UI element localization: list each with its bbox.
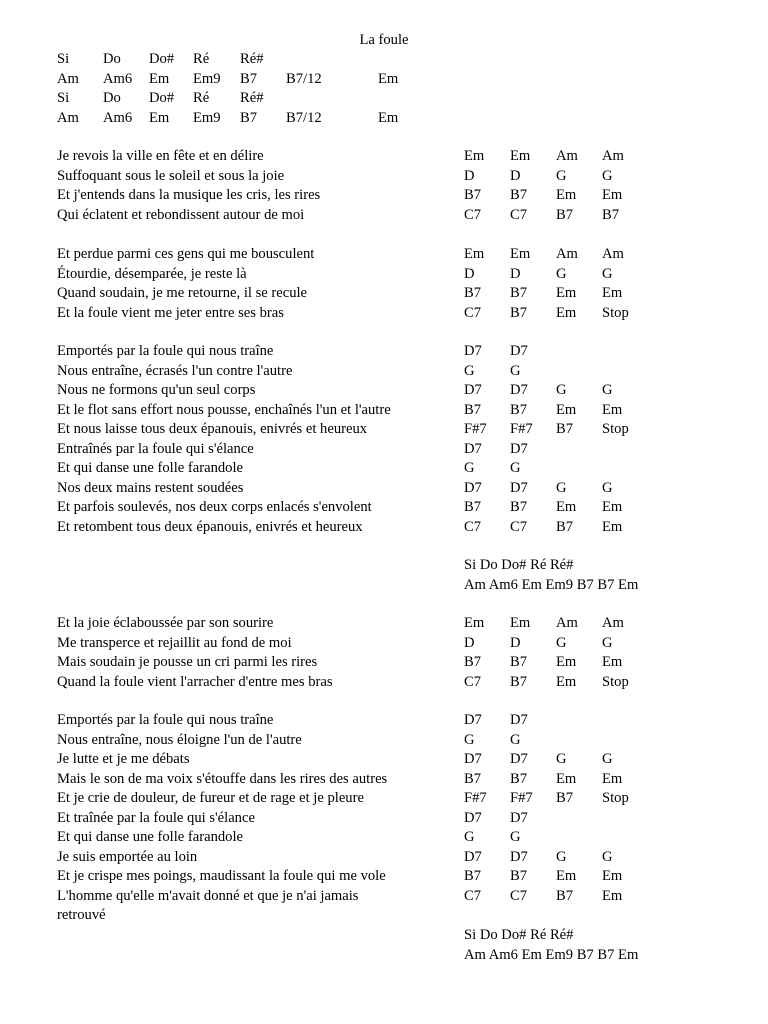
chord: D7 [510,751,528,767]
lyric-line [0,770,768,790]
chord-group [464,750,642,770]
lyric-text: Nous entraîne, écrasés l'un contre l'autre [57,362,293,379]
lyric-line [0,284,768,304]
intro-chord: B7 [240,109,258,126]
chord-group [464,167,642,187]
chord: Em [556,285,577,301]
interlude-1-line1: Si Do Do# Ré Ré# [464,557,574,573]
chord: G [556,848,567,865]
chord: Em [556,304,577,321]
chord-group [464,498,642,518]
chord: B7 [464,401,482,418]
intro-row [57,50,418,70]
chord-group [464,265,642,285]
intro-chord: Em [149,70,170,87]
intro-chord: Do [103,90,121,106]
lyric-line [0,867,768,887]
chord-group [464,634,642,654]
chord: Em [602,499,623,515]
lyric-text: Emportés par la foule qui nous traîne [57,712,274,728]
lyric-line [0,420,768,440]
interlude-1 [464,556,638,595]
chord: B7 [510,499,528,515]
chord: G [556,479,567,496]
lyric-text: Quand soudain, je me retourne, il se recule [57,285,308,301]
chord: Em [602,518,623,535]
chord: B7 [464,285,482,301]
intro-row [57,89,418,109]
lyric-line [0,887,768,907]
lyric-line [0,731,768,751]
intro-chord: B7/12 [286,70,322,87]
chord: B7 [510,868,528,884]
chord: G [602,382,613,398]
lyric-text: Nous ne formons qu'un seul corps [57,382,256,398]
chord: B7 [556,421,574,437]
lyric-text: Étourdie, désemparée, je reste là [57,265,247,282]
verse-3 [0,614,768,692]
intro-chord: Si [57,51,70,67]
chord: Em [556,499,577,515]
lyric-text: retrouvé [57,907,106,923]
lyric-line [0,809,768,829]
chord-group [464,848,642,868]
chord: D [464,265,475,282]
lyric-text: Et retombent tous deux épanouis, enivrés et heureux [57,518,363,535]
lyric-text: Mais soudain je pousse un cri parmi les rires [57,654,318,670]
chord: Am [556,148,578,164]
chord-group [464,731,642,751]
lyric-line [0,147,768,167]
lyric-text: Me transperce et rejaillit au fond de moi [57,634,292,651]
chord-group [464,440,642,460]
chord: D7 [464,751,482,767]
chord: D [510,167,521,184]
chorus-1 [0,342,768,537]
chord: D [510,634,521,651]
lyric-line [0,498,768,518]
chord: G [556,265,567,282]
chord-group [464,401,642,421]
chord: B7 [510,673,528,690]
intro-chord: Em [149,109,170,126]
chord: Am [602,148,624,164]
chord: Stop [602,304,629,321]
chord: D7 [464,809,482,826]
lyric-text: Nous entraîne, nous éloigne l'un de l'autre [57,731,302,748]
chord: Am [556,615,578,631]
chord-group [464,711,642,731]
lyric-text: Je revois la ville en fête et en délire [57,148,264,164]
chord: G [556,167,567,184]
chord: B7 [510,304,528,321]
chord-group [464,304,642,324]
intro-chord: Em [378,109,399,126]
chord: Em [464,148,485,164]
song-title: La foule [359,32,409,48]
lyric-line [0,653,768,673]
lyric-line [0,265,768,285]
chord: D7 [510,440,528,457]
lyric-text: Entraînés par la foule qui s'élance [57,440,254,457]
chord: D7 [464,343,482,359]
chord: G [602,167,613,184]
lyric-line [0,342,768,362]
chord: Em [556,770,577,787]
lyric-text: Et la joie éclaboussée par son sourire [57,615,274,631]
chord: G [510,460,521,476]
lyric-line [0,401,768,421]
chord: B7 [464,654,482,670]
lyric-line [0,673,768,693]
chord: Em [602,401,623,418]
chord: D [464,634,475,651]
chord: Em [602,770,623,787]
chord: C7 [510,518,528,535]
chord: C7 [464,673,482,690]
lyric-line [0,518,768,538]
intro-chord: Em [378,70,399,87]
lyric-line [0,167,768,187]
chord-group [464,828,642,848]
lyric-line [0,828,768,848]
chord-group [464,479,642,499]
chord: Em [602,887,623,904]
lyric-text: Suffoquant sous le soleil et sous la joie [57,167,285,184]
lyric-text: Et le flot sans effort nous pousse, enchaînés l'un et l'autre [57,401,391,418]
chord: G [464,362,475,379]
chord: B7 [464,499,482,515]
chord: D7 [464,848,482,865]
chord: Em [510,615,531,631]
chord: B7 [464,187,482,203]
chord-group [464,770,642,790]
chord: Stop [602,790,629,806]
lyric-line [0,634,768,654]
intro-chord: B7 [240,70,258,87]
chord: Em [556,401,577,418]
chord: G [602,751,613,767]
interlude-2-line1: Si Do Do# Ré Ré# [464,927,574,943]
interlude-1-line2: Am Am6 Em Em9 B7 B7 Em [464,576,639,593]
chord-group [464,906,642,926]
chord: D [510,265,521,282]
chord: Am [556,246,578,262]
chord: F#7 [510,421,533,437]
chord: B7 [510,654,528,670]
chord: G [464,731,475,748]
chord-group [464,206,642,226]
chord: B7 [602,206,620,223]
chord: B7 [464,770,482,787]
intro-row [57,70,418,90]
lyric-line [0,479,768,499]
chord: C7 [510,206,528,223]
lyric-text: Je lutte et je me débats [57,751,190,767]
chord-group [464,867,642,887]
lyric-line [0,848,768,868]
chord-group [464,362,642,382]
chord: Em [556,654,577,670]
chord-group [464,342,642,362]
chord: Stop [602,421,629,437]
chord-group [464,673,642,693]
chord: C7 [464,518,482,535]
chord: B7 [556,518,574,535]
intro-chord: B7/12 [286,109,322,126]
chord: Em [510,148,531,164]
chord-group [464,186,642,206]
lyric-line [0,362,768,382]
lyric-text: Mais le son de ma voix s'étouffe dans les rires des autres [57,770,388,787]
verse-2 [0,245,768,323]
lyric-text: Et j'entends dans la musique les cris, les rires [57,187,321,203]
chord: Em [602,187,623,203]
intro-chord: Am [57,109,79,126]
chord: D7 [464,479,482,496]
chord: B7 [510,285,528,301]
chord-group [464,381,642,401]
chord-group [464,809,642,829]
chord: B7 [556,206,574,223]
chord: G [602,265,613,282]
chord: B7 [510,770,528,787]
chord-group [464,789,642,809]
chord: Am [602,615,624,631]
chord: Em [556,673,577,690]
chord: C7 [464,304,482,321]
chord: G [556,382,567,398]
chord: Stop [602,673,629,690]
lyric-line [0,614,768,634]
lyric-text: Et nous laisse tous deux épanouis, enivrés et heureux [57,421,368,437]
chord: Em [556,868,577,884]
intro-chord-grid [57,50,418,128]
chord: Em [510,246,531,262]
lyric-line [0,906,768,926]
chord: Em [602,654,623,670]
lyric-text: Je suis emportée au loin [57,848,198,865]
chord: F#7 [510,790,533,806]
lyric-line [0,186,768,206]
chord: G [556,634,567,651]
chord: D7 [510,712,528,728]
chord: D7 [510,382,528,398]
chord: Em [602,868,623,884]
intro-chord: Ré# [240,51,264,67]
lyric-line [0,245,768,265]
lyric-line [0,459,768,479]
lyric-text: Et perdue parmi ces gens qui me bousculent [57,246,315,262]
chord: G [510,731,521,748]
chord: C7 [464,206,482,223]
lyric-line [0,711,768,731]
chord: Em [602,285,623,301]
chord: B7 [464,868,482,884]
lyric-line [0,304,768,324]
chord: B7 [510,401,528,418]
intro-chord: Ré [193,51,210,67]
interlude-2 [464,926,638,965]
chord: D7 [510,343,528,359]
chord-group [464,887,642,907]
chord: F#7 [464,421,487,437]
chord: G [464,829,475,845]
lyric-text: Qui éclatent et rebondissent autour de moi [57,206,305,223]
chord-group [464,245,642,265]
chord-group [464,459,642,479]
chord: D7 [464,382,482,398]
lyric-text: Emportés par la foule qui nous traîne [57,343,274,359]
chord: D7 [510,479,528,496]
lyric-text: Et je crispe mes poings, maudissant la foule qui me vole [57,868,386,884]
chord-group [464,420,642,440]
chord-group [464,147,642,167]
lyric-line [0,206,768,226]
chord: C7 [464,887,482,904]
lyric-line [0,440,768,460]
lyric-text: L'homme qu'elle m'avait donné et que je n'ai jamais [57,887,359,904]
lyric-text: Et la foule vient me jeter entre ses bras [57,304,284,321]
chord-group [464,653,642,673]
chord: C7 [510,887,528,904]
chord: G [510,362,521,379]
chord-group [464,518,642,538]
lyric-line [0,381,768,401]
lyric-text: Et parfois soulevés, nos deux corps enlacés s'envolent [57,499,372,515]
intro-chord: Ré# [240,90,264,106]
verse-1 [0,147,768,225]
chord: F#7 [464,790,487,806]
lyric-text: Nos deux mains restent soudées [57,479,244,496]
chord: G [556,751,567,767]
chord: G [602,634,613,651]
chord: D [464,167,475,184]
intro-chord: Ré [193,90,210,106]
intro-chord: Si [57,90,70,106]
chord: B7 [510,187,528,203]
chord-group [464,284,642,304]
lyric-line [0,789,768,809]
chord: Em [464,615,485,631]
lyric-text: Et traînée par la foule qui s'élance [57,809,255,826]
chord: Em [464,246,485,262]
intro-row [57,109,418,129]
lyric-text: Et je crie de douleur, de fureur et de rage et je pleure [57,790,364,806]
chord: D7 [510,809,528,826]
intro-chord: Em9 [193,70,221,87]
intro-chord: Am [57,70,79,87]
lyric-line [0,750,768,770]
chord: Em [556,187,577,203]
chord: D7 [464,440,482,457]
chord: G [464,460,475,476]
intro-chord: Em9 [193,109,221,126]
intro-chord: Am6 [103,70,133,87]
lyric-text: Et qui danse une folle farandole [57,460,243,476]
interlude-2-line2: Am Am6 Em Em9 B7 B7 Em [464,946,639,963]
chord: G [510,829,521,845]
chord: D7 [510,848,528,865]
lyric-text: Et qui danse une folle farandole [57,829,243,845]
chord-group [464,614,642,634]
chord: B7 [556,887,574,904]
chorus-2 [0,711,768,926]
chord: B7 [556,790,574,806]
intro-chord: Do# [149,90,175,106]
intro-chord: Do# [149,51,175,67]
chord: G [602,848,613,865]
chord: Am [602,246,624,262]
intro-chord: Am6 [103,109,133,126]
chord: G [602,479,613,496]
intro-chord: Do [103,51,121,67]
lyric-text: Quand la foule vient l'arracher d'entre mes bras [57,673,333,690]
chord: D7 [464,712,482,728]
